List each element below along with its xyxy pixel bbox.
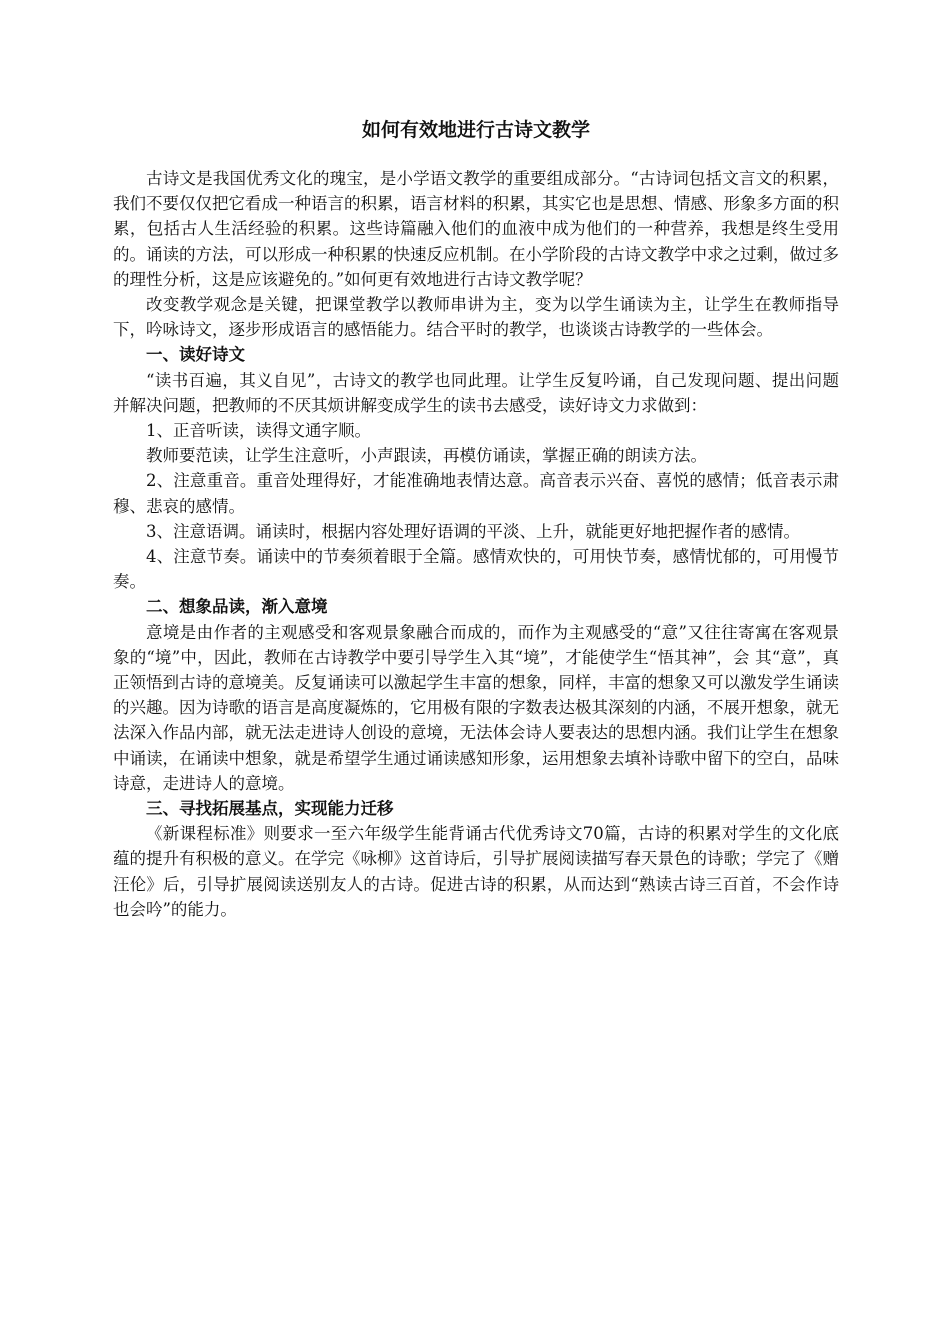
section-3-heading: 三、寻找拓展基点，实现能力迁移 — [146, 799, 394, 819]
intro-paragraph-1: 古诗文是我国优秀文化的瑰宝，是小学语文教学的重要组成部分。“古诗词包括文言文的积累，我们不要仅仅把它看成一种语言的积累，语言材料的积累，其实它也是思想、情感、形象多方面的积累，包括古人生活经验的积累。这些诗篇融入他们的血液中成为他们的一种营养，我想是终生受用的。诵读的方法，可以形成一种积累的快速反应机制。在小学阶段的古诗文教学中求之过剩，做过多的理性分析，这是应该避免的。”如何更有效地进行古诗文教学呢？ — [113, 169, 839, 289]
section-2-heading: 二、想象品读，渐入意境 — [146, 597, 328, 617]
section-1-item-2: 2、注意重音。重音处理得好，才能准确地表情达意。高音表示兴奋、喜悦的感情；低音表示肃穆、悲哀的感情。 — [113, 471, 839, 516]
section-3-paragraph-1: 《新课程标准》则要求一至六年级学生能背诵古代优秀诗文70篇，古诗的积累对学生的文化底蕴的提升有积极的意义。在学完《咏柳》这首诗后，引导扩展阅读描写春天景色的诗歌；学完了《赠汪伦》后，引导扩展阅读送别友人的古诗。促进古诗的积累，从而达到“熟读古诗三百首，不会作诗也会吟”的能力。 — [113, 824, 839, 919]
section-1-heading: 一、读好诗文 — [146, 345, 245, 365]
document-title: 如何有效地进行古诗文教学 — [361, 119, 590, 141]
section-1-paragraph-2: 教师要范读，让学生注意听，小声跟读，再模仿诵读，掌握正确的朗读方法。 — [146, 446, 707, 466]
section-1-item-1: 1、正音听读，读得文通字顺。 — [146, 421, 371, 441]
document-body — [113, 116, 839, 922]
intro-paragraph-2: 改变教学观念是关键，把课堂教学以教师串讲为主，变为以学生诵读为主，让学生在教师指导下，吟咏诗文，逐步形成语言的感悟能力。结合平时的教学，也谈谈古诗教学的一些体会。 — [113, 295, 839, 340]
section-1-paragraph-1: “读书百遍，其义自见”，古诗文的教学也同此理。让学生反复吟诵，自己发现问题、提出问题并解决问题，把教师的不厌其烦讲解变成学生的读书去感受，读好诗文力求做到： — [113, 370, 839, 415]
section-1-item-4: 4、注意节奏。诵读中的节奏须着眼于全篇。感情欢快的，可用快节奏，感情忧郁的，可用慢节奏。 — [113, 547, 839, 592]
section-2-paragraph-1: 意境是由作者的主观感受和客观景象融合而成的，而作为主观感受的“意”又往往寄寓在客观景象的“境”中，因此，教师在古诗教学中要引导学生入其“境”，才能使学生“悟其神”，会 其“意”，真正领悟到古诗的意境美。反复诵读可以激起学生丰富的想象，同样，丰富的想象又可以激发学生诵读的兴趣。因为诗歌的语言是高度凝炼的，它用极有限的字数表达极其深刻的内涵，不展开想象，就无法深入作品内部，就无法走进诗人创设的意境，无法体会诗人要表达的思想内涵。我们让学生在想象中诵读，在诵读中想象，就是希望学生通过诵读感知形象，运用想象去填补诗歌中留下的空白，品味诗意，走进诗人的意境。 — [113, 622, 839, 793]
section-1-item-3: 3、注意语调。诵读时，根据内容处理好语调的平淡、上升，就能更好地把握作者的感情。 — [146, 521, 800, 541]
